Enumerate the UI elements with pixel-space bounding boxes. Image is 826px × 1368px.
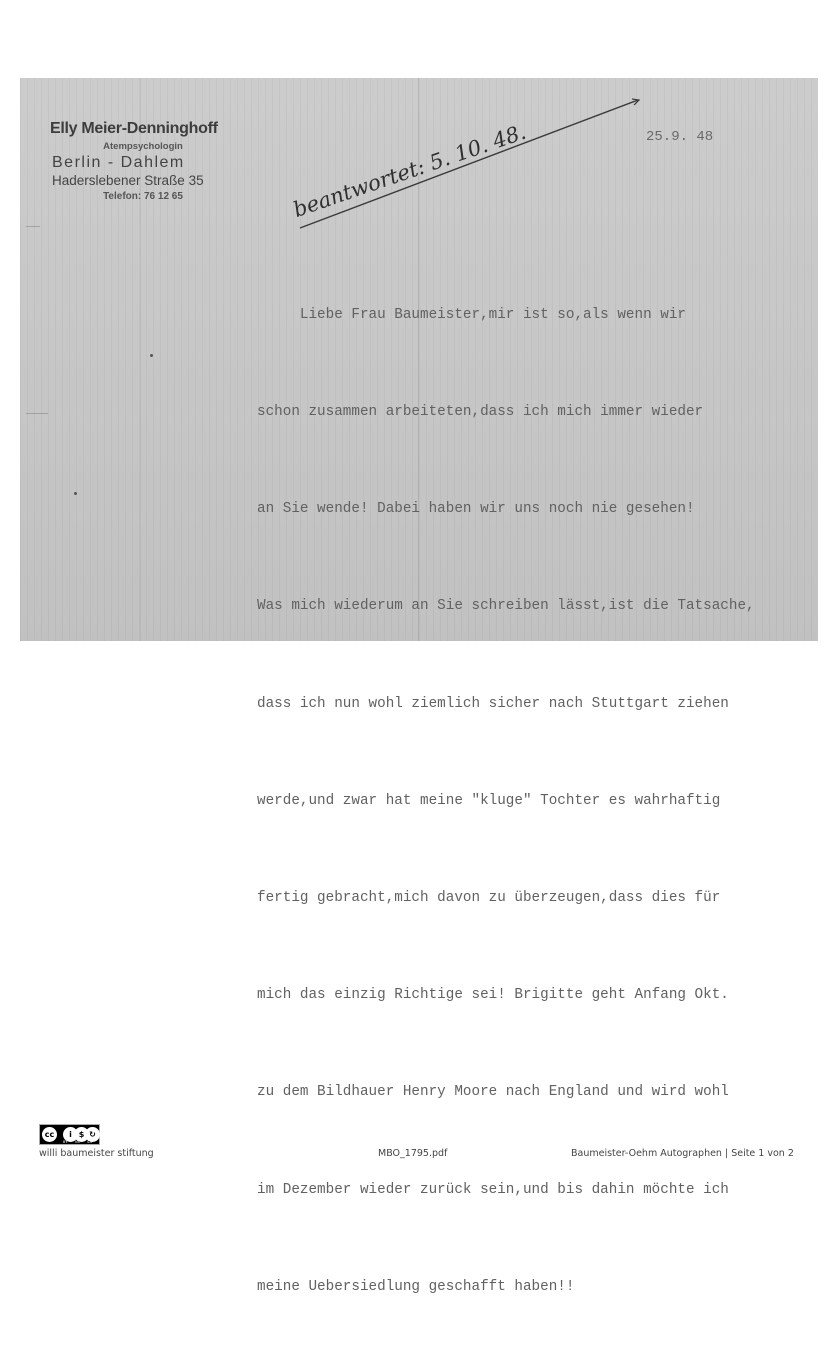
letter-body-line: dass ich nun wohl ziemlich sicher nach Stuttgart ziehen — [257, 695, 729, 712]
license-label-by: BY — [63, 1140, 68, 1144]
letterhead-name: Elly Meier-Denninghoff — [50, 120, 218, 137]
letter-body-line: mich das einzig Richtige sei! Brigitte geht Anfang Okt. — [257, 987, 729, 1004]
handwritten-reply-note: beantwortet: 5. 10. 48. — [290, 119, 529, 222]
letter-body-line: im Dezember wieder zurück sein,und bis dahin möchte ich — [257, 1181, 729, 1198]
license-label-nc: NC — [75, 1140, 81, 1144]
license-label-sa: SA — [87, 1140, 93, 1144]
letter-body-line: werde,und zwar hat meine "kluge" Tochter es wahrhaftig — [257, 792, 721, 809]
paper-speck — [150, 354, 153, 357]
sa-icon: ↻ — [85, 1127, 100, 1142]
letter-body — [257, 234, 817, 1368]
cc-icon: cc — [42, 1127, 57, 1142]
letterhead-phone: Telefon: 76 12 65 — [103, 191, 183, 202]
footer-page-info: Baumeister-Oehm Autographen | Seite 1 von 2 — [571, 1148, 794, 1159]
letter-body-line: zu dem Bildhauer Henry Moore nach England und wird wohl — [257, 1084, 729, 1101]
letterhead-city: Berlin - Dahlem — [52, 154, 185, 171]
letter-body-line: an Sie wende! Dabei haben wir uns noch nie gesehen! — [257, 501, 695, 518]
letter-body-line: fertig gebracht,mich davon zu überzeugen,dass dies für — [257, 890, 721, 907]
letterhead-profession: Atempsychologin — [103, 141, 183, 152]
footer-filename: MBO_1795.pdf — [378, 1148, 448, 1159]
nc-icon: $ — [74, 1127, 89, 1142]
cc-by-nc-sa-icon[interactable] — [39, 1124, 100, 1145]
paper-speck — [74, 492, 77, 495]
letterhead-street: Haderslebener Straße 35 — [52, 173, 204, 188]
letter-body-line: meine Uebersiedlung geschafft haben!! — [257, 1278, 575, 1295]
by-icon: i — [63, 1127, 78, 1142]
footer-publisher: willi baumeister stiftung — [39, 1148, 154, 1159]
letter-body-line: Liebe Frau Baumeister,mir ist so,als wenn wir — [257, 306, 686, 323]
margin-mark — [26, 413, 48, 414]
letter-body-line: Was mich wiederum an Sie schreiben lässt,ist die Tatsache, — [257, 598, 755, 615]
letter-date: 25.9. 48 — [646, 129, 714, 145]
letter-body-line: schon zusammen arbeiteten,dass ich mich immer wieder — [257, 404, 704, 421]
